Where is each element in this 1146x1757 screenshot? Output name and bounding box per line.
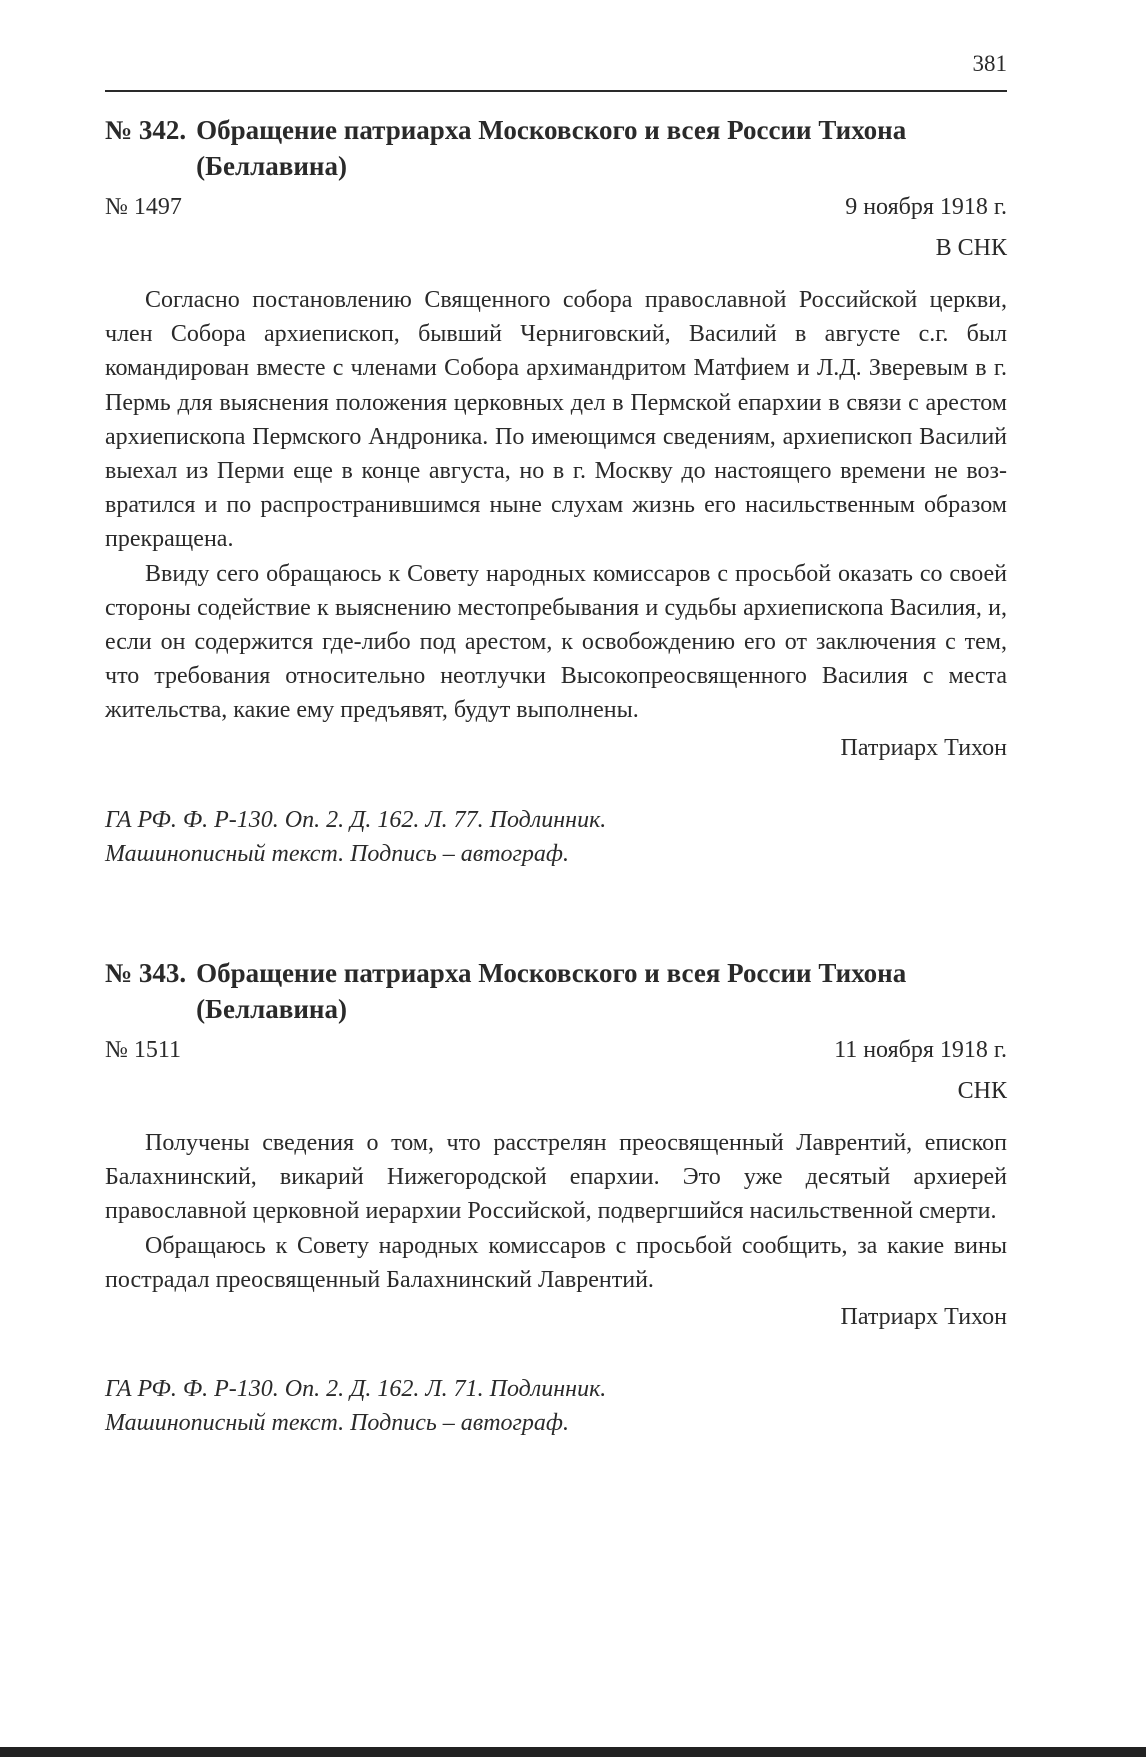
scan-edge-bar <box>0 1747 1146 1757</box>
header-rule <box>105 90 1007 92</box>
document-342 <box>105 112 1007 871</box>
archival-source <box>105 1372 1007 1440</box>
body-paragraph: Обращаюсь к Совету народных комиссаров с просьбой сообщить, за какие вины пострадал преосвященный Балахнинский Лаврентий. <box>105 1232 1007 1293</box>
document-body <box>105 283 1007 728</box>
document-date: 9 ноября 1918 г. <box>845 194 1007 220</box>
body-paragraph: Получены сведения о том, что расстрелян преосвященный Лаврентий, епископ Балахнинский, викарий Нижегородской епархии. Это уже десятый архиерей православной церковной иерархии Российской, подвергшийся насильственной смерти. <box>105 1130 1007 1225</box>
document-meta-row <box>105 1033 1007 1067</box>
page-number: 381 <box>972 51 1007 76</box>
source-description: Машинописный текст. Подпись – автограф. <box>105 1410 569 1437</box>
source-description: Машинописный текст. Подпись – автограф. <box>105 840 569 867</box>
document-number-label: № 343. <box>105 958 187 988</box>
document-number-label: № 342. <box>105 115 187 145</box>
outgoing-number: № 1497 <box>105 194 182 220</box>
document-body <box>105 1126 1007 1297</box>
document-title <box>105 112 1007 184</box>
addressee: СНК <box>957 1078 1007 1104</box>
document-title <box>105 955 1007 1027</box>
document-meta-row <box>105 190 1007 224</box>
document-title-text: Обращение патриарха Московского и всея России Тихона (Беллавина) <box>196 115 907 181</box>
outgoing-number: № 1511 <box>105 1037 182 1063</box>
document-date: 11 ноября 1918 г. <box>834 1037 1007 1063</box>
document-title-text: Обращение патриарха Московского и всея России Тихона (Беллавина) <box>196 958 907 1024</box>
addressee: В СНК <box>935 235 1007 261</box>
source-reference: ГА РФ. Ф. Р-130. Оп. 2. Д. 162. Л. 77. Подлинник. <box>105 806 607 833</box>
body-paragraph: Согласно постановлению Священного собора православной Российской церкви, член Собора архиепископ, бывший Черниговский, Василий в августе с.г. был командирован вместе с членами Собора архимандритом Матфием и Л.Д. Зверевым в г. Пермь для выяснения положения церковных дел в Пермской епархии в связи с арестом архиепископа Пермского Андроника. По имеющимся сведениям, архиепископ Василий выехал из Перми еще в конце августа, но в г. Москву до настоящего времени не возвратился и по распространившимся ныне слухам жизнь его насильственным образом прекращена. <box>105 287 1007 553</box>
body-paragraph: Ввиду сего обращаюсь к Совету народных комиссаров с просьбой оказать со своей стороны содействие к выяснению местопребывания и судьбы архиепископа Василия, и, если он содержится где-либо под арестом, к освобождению его от заключения с тем, что требования относительно неотлучки Высокопреосвященного Василия с места жительства, какие ему предъявят, будут выполнены. <box>105 560 1007 724</box>
archival-source <box>105 803 1007 871</box>
source-reference: ГА РФ. Ф. Р-130. Оп. 2. Д. 162. Л. 71. Подлинник. <box>105 1376 607 1403</box>
document-343 <box>105 955 1007 1440</box>
signature: Патриарх Тихон <box>840 1304 1007 1331</box>
signature: Патриарх Тихон <box>840 734 1007 761</box>
